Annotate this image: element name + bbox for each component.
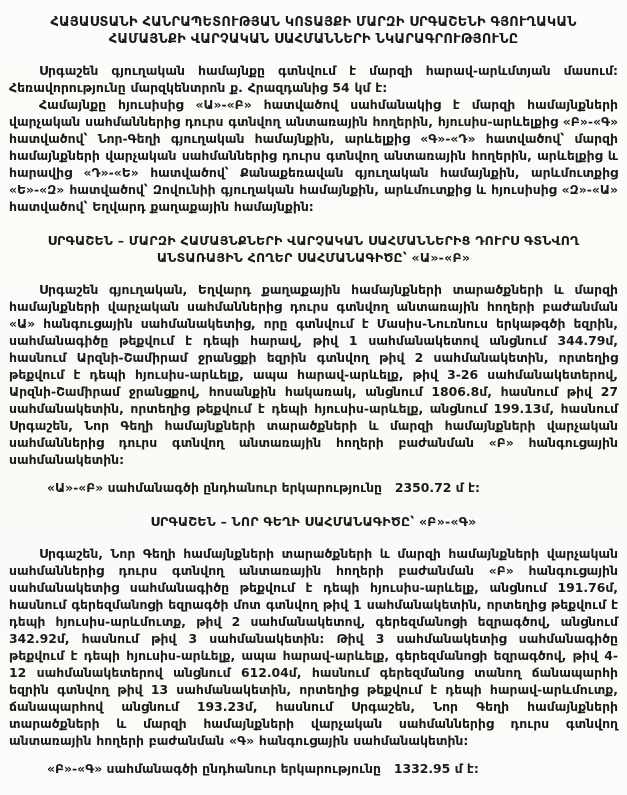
section-a-b-body-paragraph: Սրգաշեն գյուղական, Եղվարդ քաղաքային համայնքների տարածքների և մարզի համայնքների վարչական սահմաններից դուրս գտնվող անտառային հողերի բաժանման «Ա» հանգուցային սահմանակետից, որը գտնվում է Մասիս-Նուռնուս երկաթգծի եզրին, սահմանագիծը թեքվում է դեպի հարավ, թիվ 1 սահմանակետով անցնում 344.79մ, հասնում Արզնի-Շամիրամ ջրանցքի եզրին գտնվող թիվ 2 սահմանակետին, որտեղից թեքվում է դեպի հյուսիս-արևելք, ապա հարավ-արևելք, թիվ 3-26 սահմանակետերով, Արզնի-Շամիրամ ջրանցքով, հոսանքին հակառակ, անցնում 1806.8մ, հասնում թիվ 27 սահմանակետին, որտեղից թեքվում է դեպի հյուսիս-արևելք, անցնում 199.13մ, հասնում Սրգաշեն, Նոր Գեղի համայնքների տարածքների և մարզի համայնքների վարչական սահմաններից դուրս գտնվող անտառային հողերի բաժանման «Բ» հանգուցային սահմանակետին: <box>9 282 618 467</box>
document-title: ՀԱՅԱՍՏԱՆԻ ՀԱՆՐԱՊԵՏՈՒԹՅԱՆ ԿՈՏԱՅՔԻ ՄԱՐԶԻ ՍՐԳԱՇԵՆԻ ԳՅՈՒՂԱԿԱՆ ՀԱՄԱՅՆՔԻ ՎԱՐՉԱԿԱՆ ՍԱՀՄԱՆՆԵՐԻ ՆԿԱՐԱԳՐՈՒԹՅՈՒՆԸ <box>50 15 577 47</box>
intro-borders-paragraph: Համայնքը հյուսիսից «Ա»-«Բ» հատվածով սահմանակից է մարզի համայնքների վարչական սահմաններից դուրս գտնվող անտառային հողերին, հյուսիս-արևելքից «Բ»-«Գ» հատվածով՝ Նոր-Գեղի գյուղական համայնքին, արևելքից «Գ»-«Դ» հատվածով՝ մարզի համայնքների վարչական սահմաններից դուրս գտնվող անտառային հողերին, արևելքից և հարավից «Դ»-«Ե» հատվածով՝ Քանաքեռավան գյուղական համայնքին, արևմուտքից «Ե»-«Զ» հատվածով՝ Զովունիի գյուղական համայնքին, արևմուտքից և հյուսիսից «Զ»-«Ա» հատվածով՝ Եղվարդ քաղաքային համայնքին: <box>9 97 618 214</box>
section-b-g-heading: ՍՐԳԱՇԵՆ – ՆՈՐ ԳԵՂԻ ՍԱՀՄԱՆԱԳԻԾԸ՝ «Բ»-«Գ» <box>150 514 477 529</box>
section-a-b-total-length: «Ա»-«Բ» սահմանագծի ընդհանուր երկարությունը 2350.72 մ է: <box>47 480 480 495</box>
section-a-b-heading: ՍՐԳԱՇԵՆ – ՄԱՐԶԻ ՀԱՄԱՅՆՔՆԵՐԻ ՎԱՐՉԱԿԱՆ ՍԱՀՄԱՆՆԵՐԻՑ ԴՈՒՐՍ ԳՏՆՎՈՂ ԱՆՏԱՌԱՅԻՆ ՀՈՂԵՐ ՍԱՀՄԱՆԱԳԻԾԸ՝ «Ա»-«Բ» <box>47 233 580 265</box>
intro-location-paragraph: Սրգաշեն գյուղական համայնքը գտնվում է մարզի հարավ-արևմտյան մասում: Հեռավորությունը մարզկենտրոն ք. Հրազդանից 54 կմ է: <box>9 63 618 95</box>
section-b-g-body-paragraph: Սրգաշեն, Նոր Գեղի համայնքների տարածքների և մարզի համայնքների վարչական սահմաններից դուրս գտնվող անտառային հողերի բաժանման «Բ» հանգուցային սահմանակետից սահմանագիծը թեքվում է դեպի հյուսիս-արևելք, անցնում 191.76մ, հասնում գերեզմանոցի եզրագծի մոտ գտնվող թիվ 1 սահմանակետին, որտեղից թեքվում է դեպի հյուսիս-արևմուտք, թիվ 2 սահմանակետով, գերեզմանոցի եզրագծով, անցնում 342.92մ, հասնում թիվ 3 սահմանակետին: Թիվ 3 սահմանակետից սահմանագիծը թեքվում է դեպի հյուսիս-արևելք, ապա հարավ-արևելք, գերեզմանոցի եզրագծով, թիվ 4-12 սահմանակետերով անցնում 612.04մ, հասնում գերեզմանոց տանող ճանապարհի եզրին գտնվող թիվ 13 սահմանակետին, որտեղից թեքվում է դեպի հարավ-արևմուտք, ճանապարհով անցնում 193.23մ, հասնում Սրգաշեն, Նոր Գեղի համայնքների տարածքների և մարզի համայնքների վարչական սահմաններից դուրս գտնվող անտառային հողերի բաժանման «Գ» հանգուցային սահմանակետին: <box>9 546 618 748</box>
section-b-g-total-length: «Բ»-«Գ» սահմանագծի ընդհանուր երկարությունը 1332.95 մ է: <box>47 761 479 776</box>
